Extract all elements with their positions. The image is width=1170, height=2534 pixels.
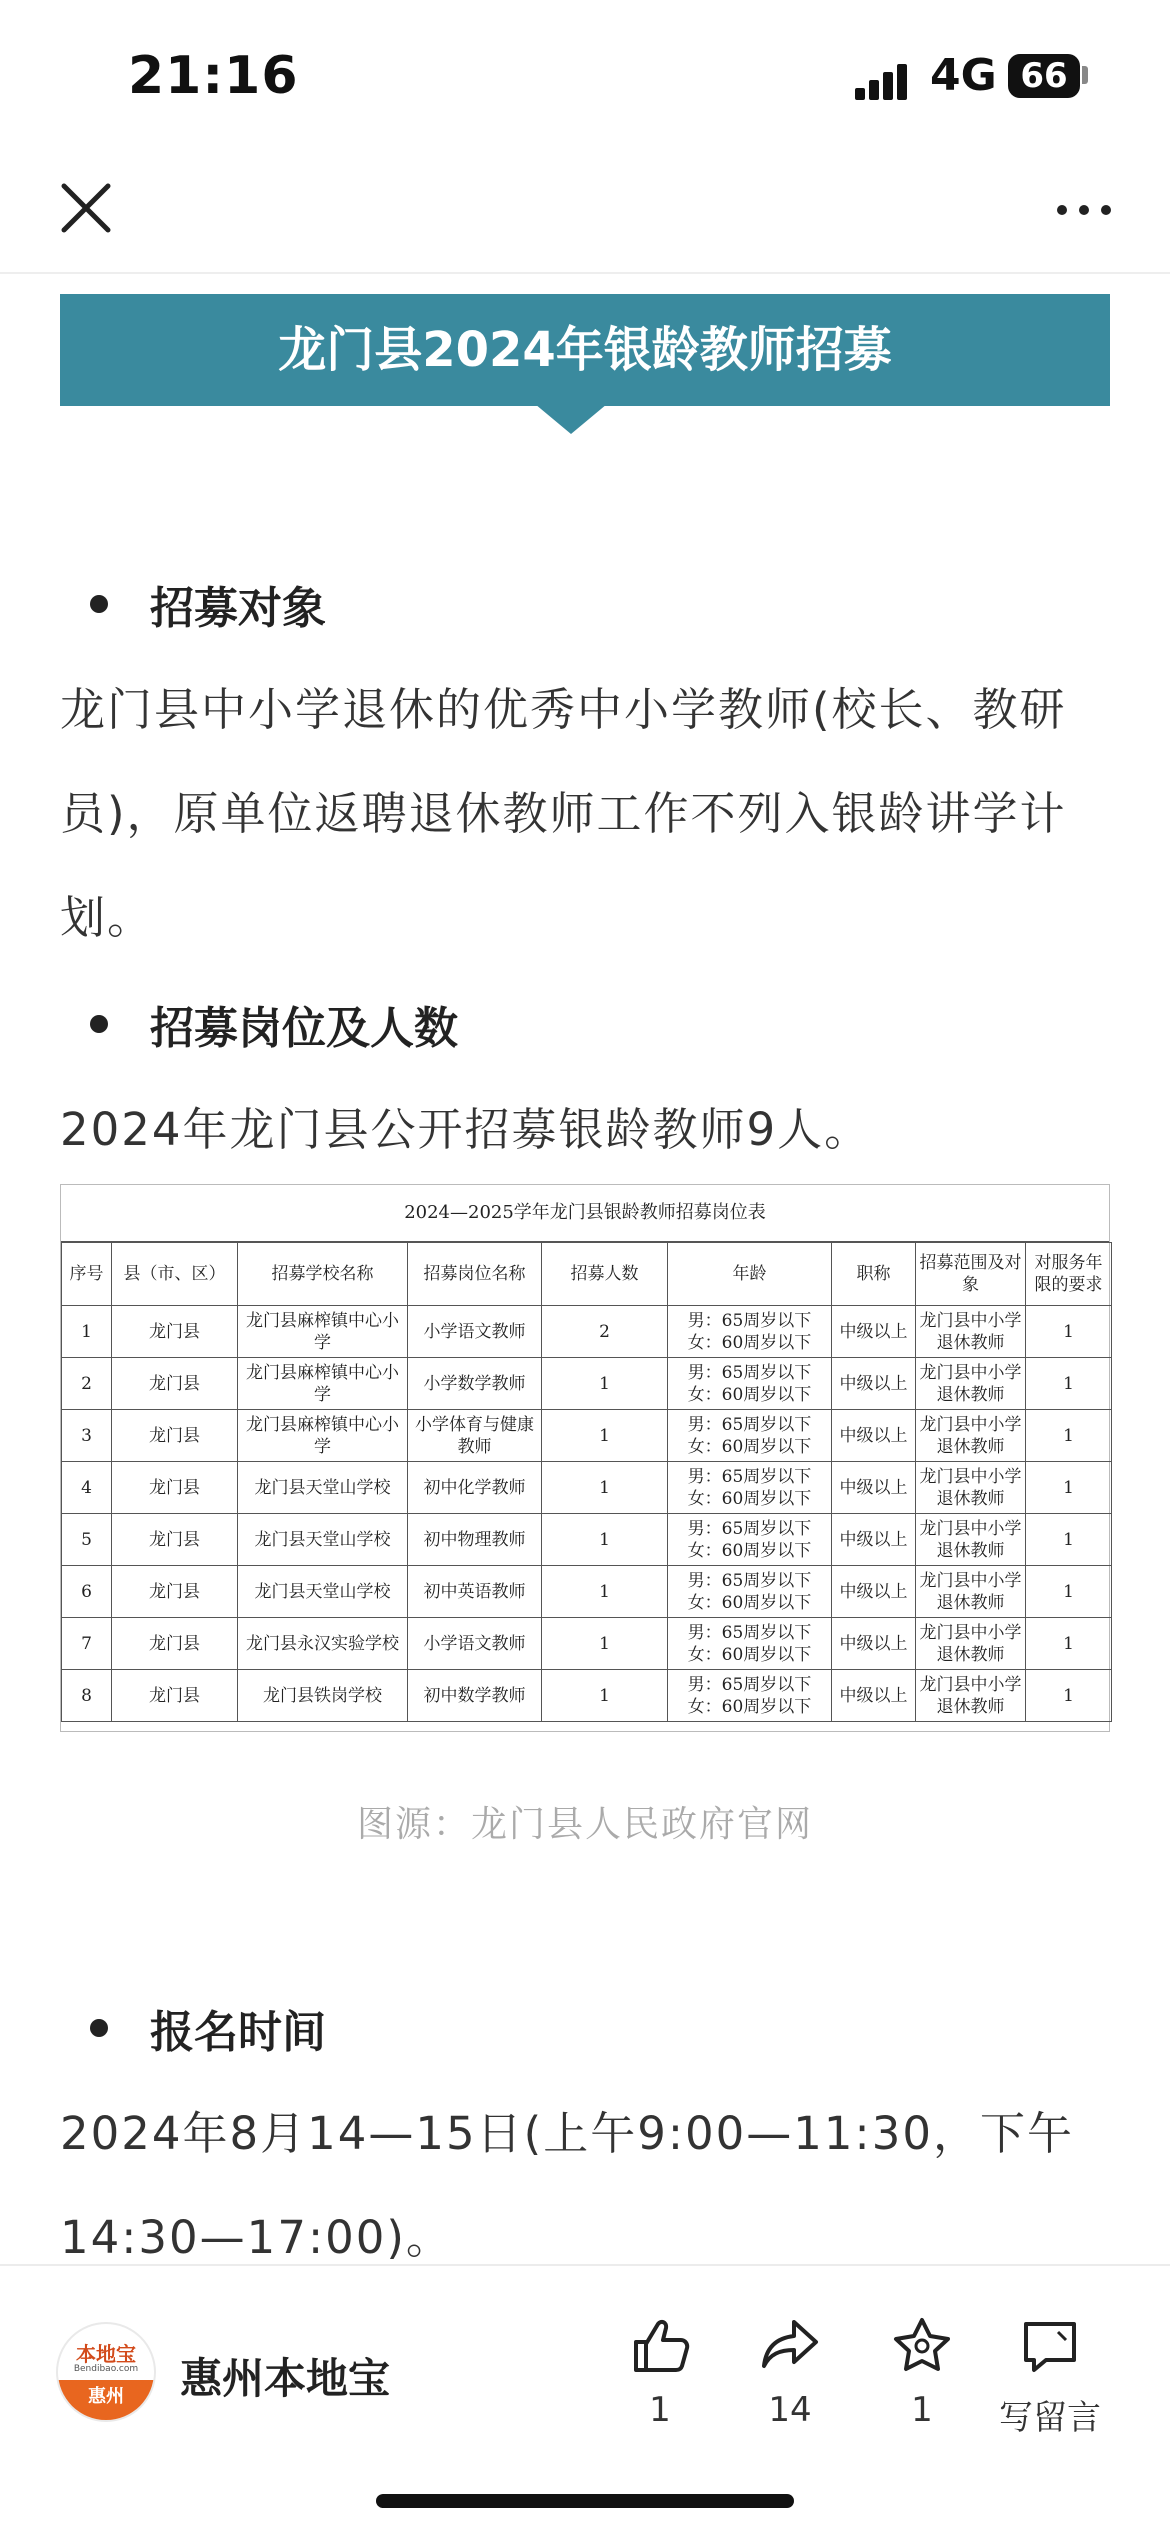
table-cell: 龙门县永汉实验学校 — [238, 1618, 408, 1670]
table-body — [62, 1306, 1112, 1722]
network-type: 4G — [930, 50, 997, 101]
table-cell: 4 — [62, 1462, 112, 1514]
table-header-row — [62, 1243, 1112, 1306]
logo-city: 惠州 — [58, 2380, 154, 2420]
like-button[interactable] — [600, 2316, 720, 2430]
table-cell: 龙门县 — [112, 1670, 238, 1722]
table-cell: 1 — [1026, 1514, 1112, 1566]
close-icon — [58, 180, 114, 236]
table-cell: 男：65周岁以下 女：60周岁以下 — [668, 1618, 832, 1670]
section-body-registration: 2024年8月14—15日(上午9:00—11:30，下午14:30—17:00)。 — [60, 2107, 1074, 2264]
table-cell: 中级以上 — [832, 1358, 916, 1410]
account-name[interactable]: 惠州本地宝 — [180, 2354, 391, 2403]
table-cell: 初中物理教师 — [408, 1514, 542, 1566]
table-cell: 男：65周岁以下 女：60周岁以下 — [668, 1670, 832, 1722]
table-row — [62, 1306, 1112, 1358]
home-indicator[interactable] — [376, 2494, 794, 2508]
table-cell: 龙门县 — [112, 1566, 238, 1618]
positions-table — [61, 1242, 1112, 1722]
section-heading-target — [90, 572, 326, 636]
table-cell: 龙门县麻榨镇中心小学 — [238, 1358, 408, 1410]
more-button[interactable] — [1052, 190, 1116, 230]
table-cell: 龙门县中小学退休教师 — [916, 1618, 1026, 1670]
table-cell: 1 — [1026, 1566, 1112, 1618]
table-cell: 1 — [1026, 1410, 1112, 1462]
table-cell: 1 — [1026, 1670, 1112, 1722]
table-header-cell: 招募人数 — [542, 1243, 668, 1306]
table-cell: 龙门县 — [112, 1514, 238, 1566]
section-heading-positions — [90, 992, 458, 1056]
favorite-button[interactable] — [862, 2316, 982, 2430]
table-cell: 1 — [1026, 1462, 1112, 1514]
table-cell: 7 — [62, 1618, 112, 1670]
table-cell: 龙门县中小学退休教师 — [916, 1358, 1026, 1410]
nav-bar — [0, 150, 1170, 274]
banner-arrow — [535, 404, 607, 434]
table-cell: 龙门县中小学退休教师 — [916, 1462, 1026, 1514]
table-cell: 1 — [542, 1358, 668, 1410]
table-row — [62, 1514, 1112, 1566]
section-heading-registration — [90, 1996, 326, 2060]
comment-icon — [1018, 2316, 1082, 2376]
table-cell: 初中数学教师 — [408, 1670, 542, 1722]
table-cell: 1 — [542, 1514, 668, 1566]
bullet-icon — [90, 595, 108, 613]
table-row — [62, 1462, 1112, 1514]
share-button[interactable] — [730, 2316, 850, 2430]
table-cell: 龙门县中小学退休教师 — [916, 1566, 1026, 1618]
table-cell: 8 — [62, 1670, 112, 1722]
status-time: 21:16 — [128, 46, 299, 106]
table-cell: 小学体育与健康教师 — [408, 1410, 542, 1462]
table-cell: 龙门县 — [112, 1306, 238, 1358]
section-heading-text: 招募对象 — [150, 583, 326, 634]
table-cell: 中级以上 — [832, 1618, 916, 1670]
table-row — [62, 1358, 1112, 1410]
table-cell: 中级以上 — [832, 1410, 916, 1462]
table-header-cell: 年龄 — [668, 1243, 832, 1306]
thumbs-up-icon — [628, 2316, 692, 2376]
share-icon — [758, 2316, 822, 2376]
table-cell: 龙门县铁岗学校 — [238, 1670, 408, 1722]
article-banner-title: 龙门县2024年银龄教师招募 — [60, 294, 1110, 406]
table-row — [62, 1566, 1112, 1618]
close-button[interactable] — [58, 180, 114, 236]
table-cell: 1 — [1026, 1618, 1112, 1670]
table-cell: 龙门县麻榨镇中心小学 — [238, 1306, 408, 1358]
table-cell: 中级以上 — [832, 1306, 916, 1358]
section-heading-text: 招募岗位及人数 — [150, 1003, 458, 1054]
table-cell: 中级以上 — [832, 1670, 916, 1722]
section-body-positions: 2024年龙门县公开招募银龄教师9人。 — [60, 1103, 872, 1156]
bullet-icon — [90, 2019, 108, 2037]
table-title: 2024—2025学年龙门县银龄教师招募岗位表 — [61, 1185, 1109, 1242]
section-heading-text: 报名时间 — [150, 2007, 326, 2058]
table-cell: 龙门县麻榨镇中心小学 — [238, 1410, 408, 1462]
battery-icon: 66 — [1008, 54, 1080, 98]
table-cell: 男：65周岁以下 女：60周岁以下 — [668, 1566, 832, 1618]
logo-subtext: Bendibao.com — [73, 2364, 139, 2374]
table-cell: 龙门县 — [112, 1410, 238, 1462]
table-cell: 2 — [542, 1306, 668, 1358]
table-header-cell: 招募岗位名称 — [408, 1243, 542, 1306]
table-cell: 男：65周岁以下 女：60周岁以下 — [668, 1306, 832, 1358]
table-cell: 男：65周岁以下 女：60周岁以下 — [668, 1462, 832, 1514]
table-header-cell: 县（市、区） — [112, 1243, 238, 1306]
comment-button[interactable] — [990, 2316, 1110, 2439]
table-cell: 龙门县 — [112, 1618, 238, 1670]
table-row — [62, 1410, 1112, 1462]
account-logo[interactable] — [56, 2322, 156, 2422]
table-cell: 龙门县天堂山学校 — [238, 1566, 408, 1618]
table-cell: 龙门县 — [112, 1358, 238, 1410]
table-cell: 1 — [62, 1306, 112, 1358]
table-cell: 1 — [542, 1670, 668, 1722]
section-body-target: 龙门县中小学退休的优秀中小学教师(校长、教研员)，原单位返聘退休教师工作不列入银龄讲学计划。 — [60, 683, 1067, 944]
table-cell: 龙门县天堂山学校 — [238, 1514, 408, 1566]
table-cell: 龙门县中小学退休教师 — [916, 1670, 1026, 1722]
table-row — [62, 1618, 1112, 1670]
comment-label: 写留言 — [999, 2398, 1101, 2438]
table-cell: 小学语文教师 — [408, 1306, 542, 1358]
table-header-cell: 招募学校名称 — [238, 1243, 408, 1306]
table-cell: 男：65周岁以下 女：60周岁以下 — [668, 1514, 832, 1566]
image-caption: 图源：龙门县人民政府官网 — [356, 1804, 813, 1845]
star-icon — [890, 2316, 954, 2376]
table-cell: 小学语文教师 — [408, 1618, 542, 1670]
table-cell: 中级以上 — [832, 1566, 916, 1618]
battery-tip — [1082, 66, 1088, 84]
share-count: 14 — [768, 2390, 812, 2430]
table-cell: 1 — [542, 1566, 668, 1618]
like-count: 1 — [649, 2390, 671, 2430]
table-cell: 1 — [1026, 1358, 1112, 1410]
logo-text: 本地宝 — [76, 2342, 136, 2366]
table-cell: 龙门县中小学退休教师 — [916, 1514, 1026, 1566]
table-header-cell: 职称 — [832, 1243, 916, 1306]
table-cell: 男：65周岁以下 女：60周岁以下 — [668, 1358, 832, 1410]
table-header-cell: 招募范围及对象 — [916, 1243, 1026, 1306]
status-bar — [0, 0, 1170, 150]
signal-icon — [855, 60, 915, 100]
table-cell: 1 — [542, 1462, 668, 1514]
table-cell: 龙门县中小学退休教师 — [916, 1410, 1026, 1462]
table-cell: 1 — [542, 1618, 668, 1670]
table-header-cell: 序号 — [62, 1243, 112, 1306]
table-cell: 小学数学教师 — [408, 1358, 542, 1410]
table-cell: 中级以上 — [832, 1514, 916, 1566]
table-cell: 龙门县中小学退休教师 — [916, 1306, 1026, 1358]
bullet-icon — [90, 1015, 108, 1033]
table-row — [62, 1670, 1112, 1722]
table-header-cell: 对服务年限的要求 — [1026, 1243, 1112, 1306]
table-cell: 龙门县 — [112, 1462, 238, 1514]
table-cell: 3 — [62, 1410, 112, 1462]
table-cell: 1 — [542, 1410, 668, 1462]
table-cell: 5 — [62, 1514, 112, 1566]
table-cell: 6 — [62, 1566, 112, 1618]
table-cell: 龙门县天堂山学校 — [238, 1462, 408, 1514]
table-cell: 初中化学教师 — [408, 1462, 542, 1514]
table-cell: 2 — [62, 1358, 112, 1410]
favorite-count: 1 — [911, 2390, 933, 2430]
positions-table-image[interactable] — [60, 1184, 1110, 1732]
table-cell: 男：65周岁以下 女：60周岁以下 — [668, 1410, 832, 1462]
more-icon — [1052, 190, 1116, 230]
table-cell: 初中英语教师 — [408, 1566, 542, 1618]
table-cell: 中级以上 — [832, 1462, 916, 1514]
table-cell: 1 — [1026, 1306, 1112, 1358]
